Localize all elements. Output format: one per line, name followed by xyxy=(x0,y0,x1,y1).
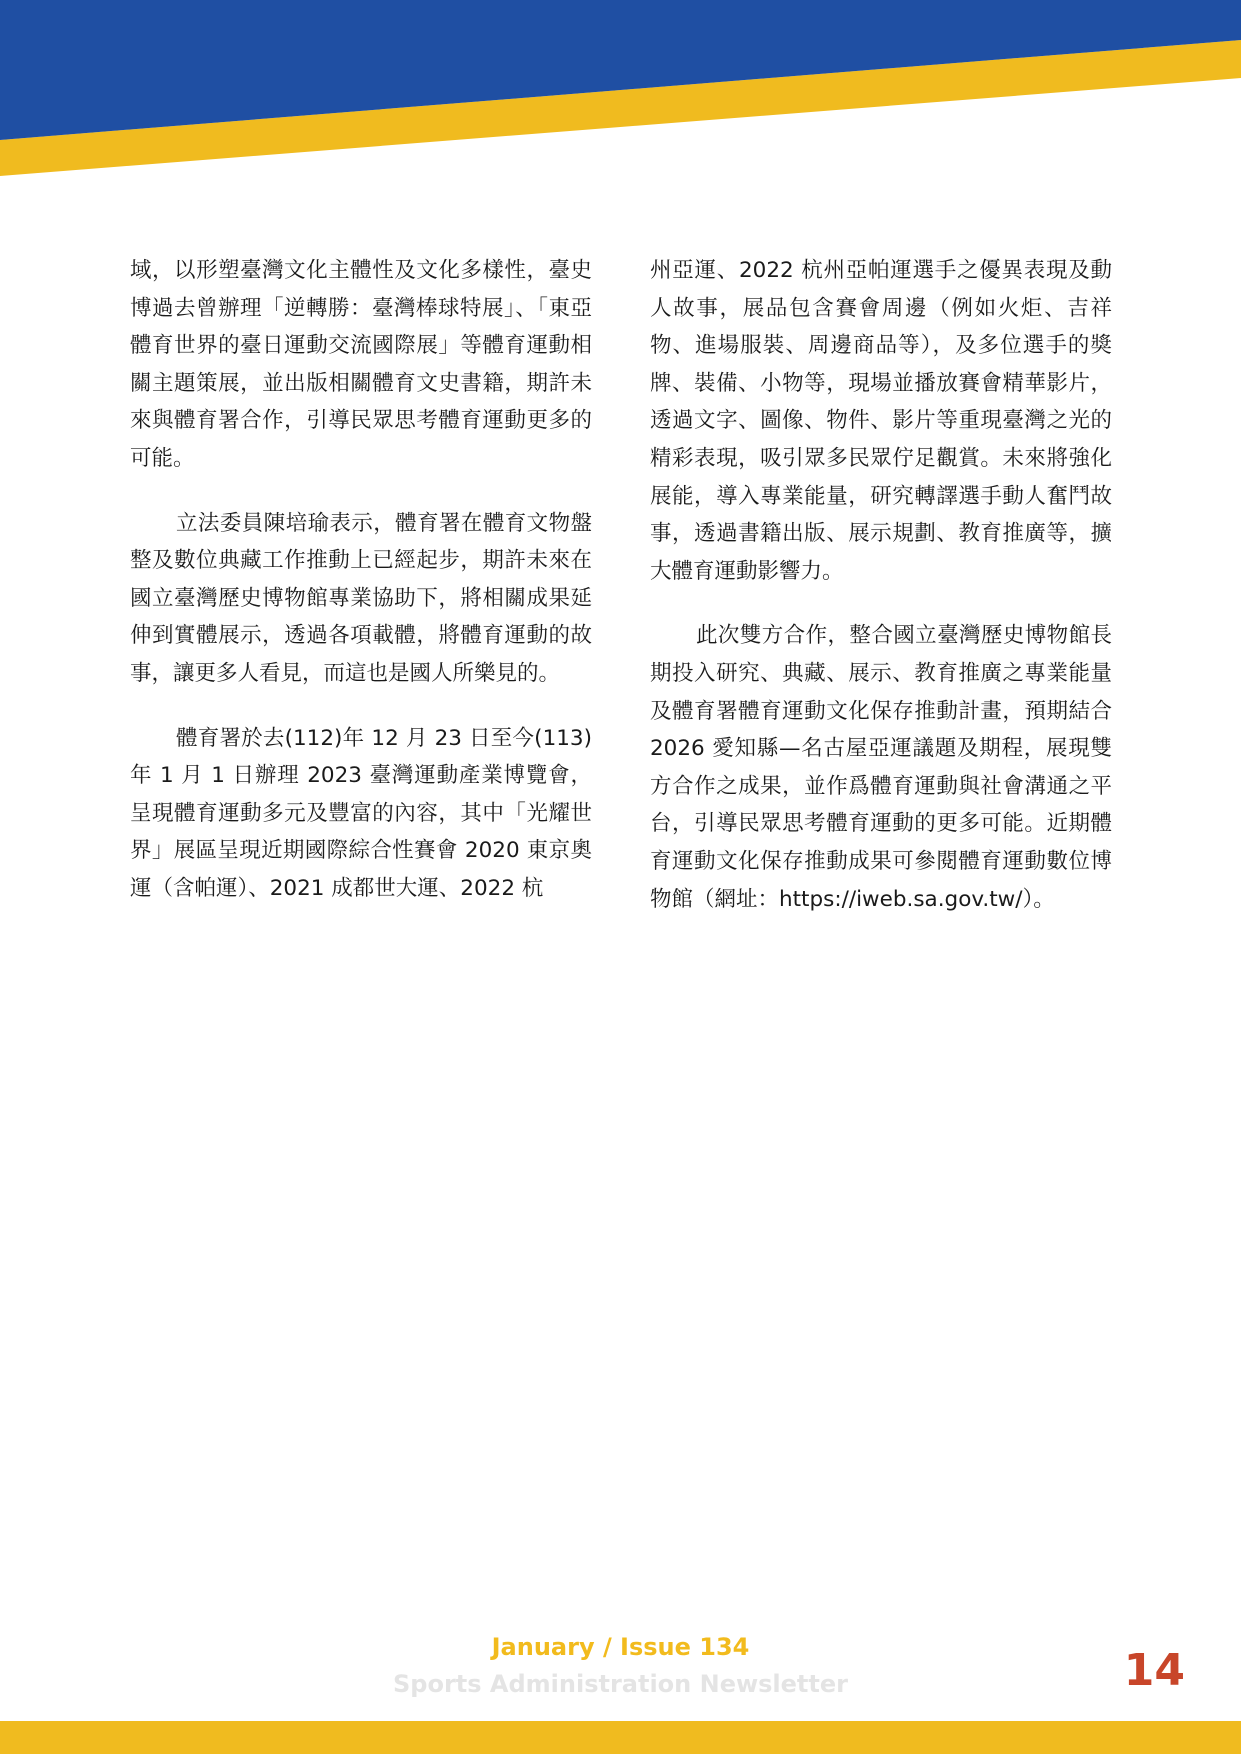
right-paragraph-2: 此次雙方合作，整合國立臺灣歷史博物館長期投入研究、典藏、展示、教育推廣之專業能量及體育署體育運動文化保存推動計畫，預期結合 2026 愛知縣—名古屋亞運議題及期程，展現雙方合作之成果，並作爲體育運動與社會溝通之平台，引導民眾思考體育運動的更多可能。近期體育運動文化保存推動成果可參閱體育運動數位博物館（網址：https://iweb.sa.gov.tw/）。 xyxy=(650,623,1112,912)
right-paragraph-1: 州亞運、2022 杭州亞帕運選手之優異表現及動人故事，展品包含賽會周邊（例如火炬、吉祥物、進場服裝、周邊商品等），及多位選手的獎牌、裝備、小物等，現場並播放賽會精華影片，透過文字、圖像、物件、影片等重現臺灣之光的精彩表現，吸引眾多民眾佇足觀賞。未來將強化展能，導入專業能量，研究轉譯選手動人奮鬥故事，透過書籍出版、展示規劃、教育推廣等，擴大體育運動影響力。 xyxy=(650,258,1112,584)
footer-newsletter-title: Sports Administration Newsletter xyxy=(392,1670,848,1698)
footer-issue: January / Issue 134 xyxy=(491,1633,750,1661)
left-paragraph-2: 立法委員陳培瑜表示，體育署在體育文物盤整及數位典藏工作推動上已經起步，期許未來在國立臺灣歷史博物館專業協助下，將相關成果延伸到實體展示，透過各項載體，將體育運動的故事，讓更多人看見，而這也是國人所樂見的。 xyxy=(130,510,592,686)
left-paragraph-3: 體育署於去(112)年 12 月 23 日至今(113)年 1 月 1 日辦理 2023 臺灣運動產業博覽會，呈現體育運動多元及豐富的內容，其中「光耀世界」展區呈現近期國際綜合性賽會 2020 東京奧運（含帕運）、2021 成都世大運、2022 杭 xyxy=(130,725,592,901)
left-column xyxy=(130,252,592,935)
footer-bar xyxy=(0,1721,1241,1754)
left-paragraph-1: 域，以形塑臺灣文化主體性及文化多樣性，臺史博過去曾辦理「逆轉勝：臺灣棒球特展」、「東亞體育世界的臺日運動交流國際展」等體育運動相關主題策展，並出版相關體育文史書籍，期許未來與體育署合作，引導民眾思考體育運動更多的可能。 xyxy=(130,258,592,471)
right-column xyxy=(650,252,1112,945)
header-banner xyxy=(0,0,1241,180)
page-number: 14 xyxy=(1123,1645,1185,1696)
